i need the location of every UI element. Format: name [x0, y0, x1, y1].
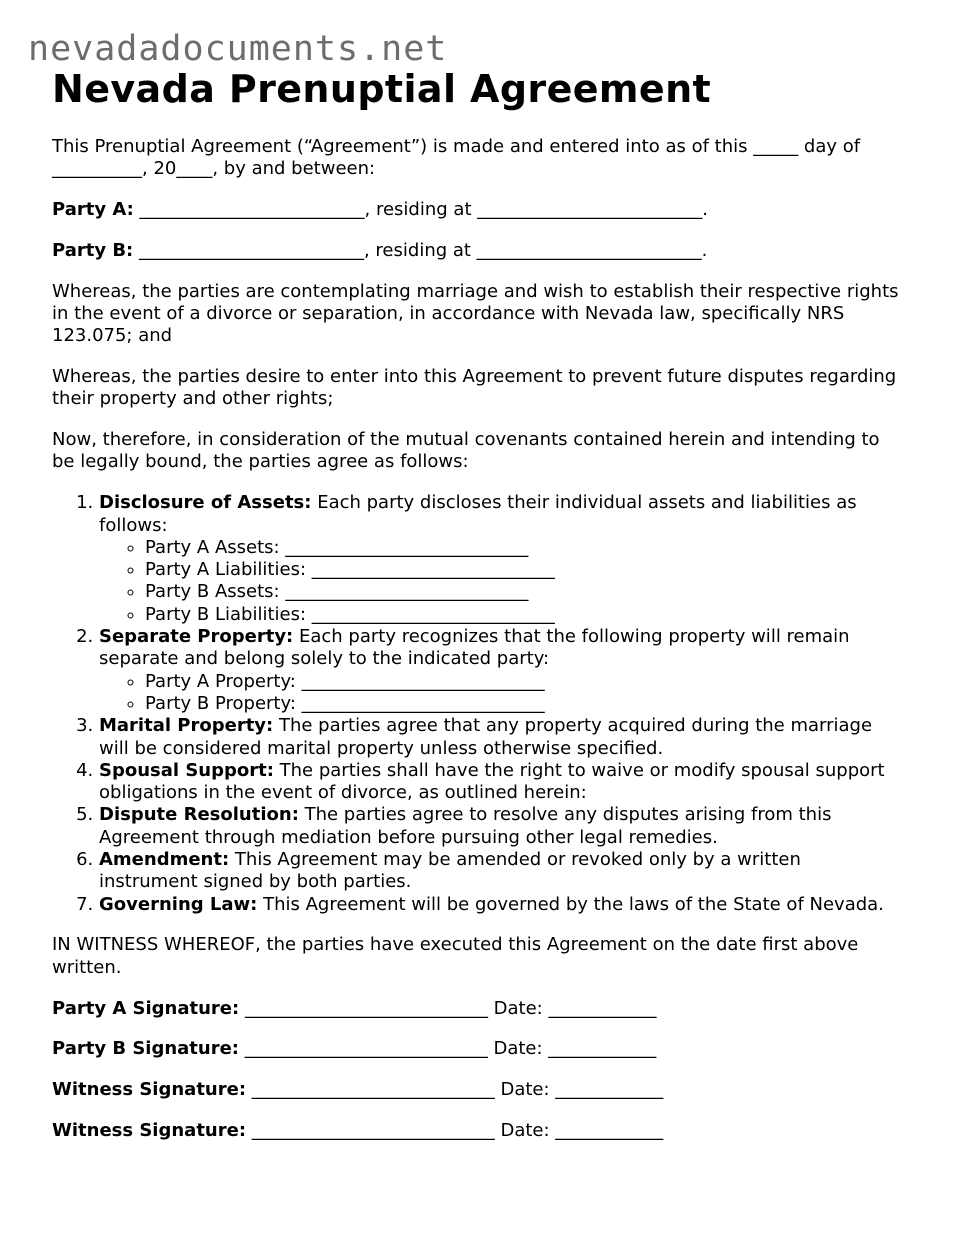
document-title: Nevada Prenuptial Agreement	[52, 67, 712, 111]
list-item: ◦ Party A Property: ___________________________	[145, 671, 902, 693]
document-page	[52, 66, 902, 1142]
witness-1-signature-line	[52, 1079, 902, 1101]
signature-label: Witness Signature:	[52, 1119, 247, 1141]
section-heading: Separate Property:	[99, 626, 294, 648]
intro-paragraph: This Prenuptial Agreement (“Agreement”) is made and entered into as of this _____ day of __________, 20____, by and between:	[52, 136, 861, 180]
section-heading: Spousal Support:	[99, 759, 274, 781]
section-text: This Agreement may be amended or revoked only by a written instrument signed by both parties.	[99, 849, 801, 893]
signature-blanks: ___________________________ Date: ____________	[246, 1079, 664, 1101]
whereas-paragraph-1: Whereas, the parties are contemplating marriage and wish to establish their respective rights in the event of a divorce or separation, in accordance with Nevada law, specifically NRS 123.075; and	[52, 280, 899, 347]
agreement-sections	[52, 492, 902, 916]
witness-2-signature-line	[52, 1120, 902, 1142]
section-separate-property	[99, 626, 902, 715]
list-item: ◦ Party A Liabilities: ___________________________	[145, 559, 902, 581]
section-dispute-resolution	[99, 804, 902, 849]
party-b-signature-line	[52, 1038, 902, 1060]
signature-blanks: ___________________________ Date: ____________	[239, 997, 657, 1019]
list-item: ◦ Party B Assets: ___________________________	[145, 581, 902, 603]
section-text: This Agreement will be governed by the laws of the State of Nevada.	[257, 893, 884, 915]
section-heading: Dispute Resolution:	[99, 804, 299, 826]
section-governing-law	[99, 894, 902, 916]
section-text: Each party recognizes that the following property will remain separate and belong solely to the indicated party:	[99, 626, 850, 670]
section-text: The parties agree that any property acquired during the marriage will be considered marital property unless otherwise specified.	[99, 715, 873, 759]
therefore-paragraph: Now, therefore, in consideration of the mutual covenants contained herein and intending to be legally bound, the parties agree as follows:	[52, 429, 880, 473]
party-b-blanks: _________________________, residing at _________________________.	[133, 239, 708, 261]
section-spousal-support	[99, 760, 902, 805]
site-watermark: nevadadocuments.net	[28, 29, 448, 69]
party-a-signature-line	[52, 998, 902, 1020]
section-heading: Governing Law:	[99, 893, 258, 915]
section-marital-property	[99, 715, 902, 760]
party-a-label: Party A:	[52, 199, 134, 221]
section-heading: Disclosure of Assets:	[99, 492, 312, 514]
witness-clause: IN WITNESS WHEREOF, the parties have executed this Agreement on the date first above written.	[52, 934, 859, 978]
signature-blanks: ___________________________ Date: ____________	[239, 1038, 657, 1060]
section-heading: Amendment:	[99, 849, 230, 871]
party-b-label: Party B:	[52, 239, 134, 261]
signature-label: Party B Signature:	[52, 1038, 240, 1060]
list-item: ◦ Party A Assets: ___________________________	[145, 537, 902, 559]
party-b-line	[52, 240, 902, 262]
asset-list	[99, 537, 902, 626]
section-amendment	[99, 849, 902, 894]
section-text: The parties shall have the right to waive or modify spousal support obligations in the event of divorce, as outlined herein:	[99, 759, 885, 804]
section-disclosure-of-assets	[99, 492, 902, 626]
signature-label: Witness Signature:	[52, 1079, 247, 1101]
party-a-blanks: _________________________, residing at _________________________.	[133, 199, 708, 221]
signature-label: Party A Signature:	[52, 997, 240, 1019]
signature-blanks: ___________________________ Date: ____________	[246, 1119, 664, 1141]
section-text: The parties agree to resolve any disputes arising from this Agreement through mediation before pursuing other legal remedies.	[99, 804, 832, 848]
property-list	[99, 671, 902, 716]
section-text: Each party discloses their individual assets and liabilities as follows:	[99, 492, 857, 536]
whereas-paragraph-2: Whereas, the parties desire to enter into this Agreement to prevent future disputes regarding their property and other rights;	[52, 366, 897, 410]
signature-block	[52, 998, 902, 1143]
section-heading: Marital Property:	[99, 715, 274, 737]
list-item: ◦ Party B Liabilities: ___________________________	[145, 604, 902, 626]
party-a-line	[52, 199, 902, 221]
list-item: ◦ Party B Property: ___________________________	[145, 693, 902, 715]
